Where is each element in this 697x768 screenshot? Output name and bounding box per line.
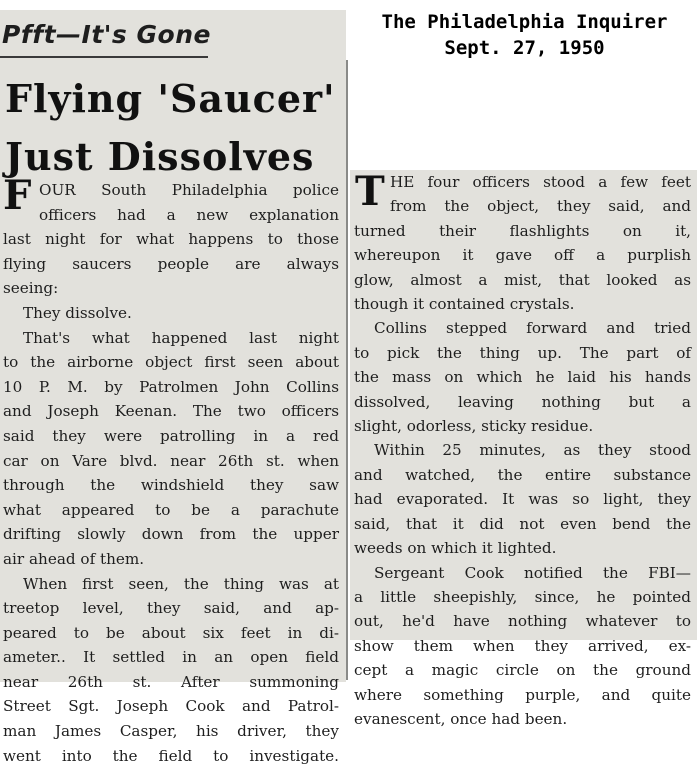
text-line: That's what happened last night [23, 328, 339, 347]
text-line: ameter.. It settled in an open field [3, 648, 339, 667]
text-line: weeds on which it lighted. [354, 539, 557, 558]
text-line: OUR South Philadelphia police [39, 181, 339, 199]
headline-line-2: Just Dissolves [5, 134, 315, 179]
text-line: flying saucers people are always [3, 254, 339, 273]
text-line: dissolved, leaving nothing but a [354, 392, 691, 411]
text-line: man James Casper, his driver, they [3, 722, 339, 741]
left-drop-cap: F [3, 172, 32, 219]
text-line: last night for what happens to those [3, 230, 339, 249]
text-line: 10 P. M. by Patrolmen John Collins [3, 377, 339, 396]
text-line: a little sheepishly, since, he pointed [354, 587, 691, 606]
text-line: the mass on which he laid his hands [354, 368, 691, 387]
text-line: Within 25 minutes, as they stood [374, 441, 691, 460]
caption-source: The Philadelphia Inquirer [381, 11, 668, 33]
text-line: where something purple, and quite [354, 685, 691, 704]
text-line: show them when they arrived, ex- [354, 636, 691, 655]
text-line: drifting slowly down from the upper [3, 525, 339, 544]
text-line: car on Vare blvd. near 26th st. when [3, 451, 339, 470]
text-line: and watched, the entire substance [354, 465, 691, 484]
text-line: and Joseph Keenan. The two officers [3, 402, 339, 421]
text-line: Sergeant Cook notified the FBI— [374, 563, 691, 582]
text-line: whereupon it gave off a purplish [354, 246, 691, 265]
text-line: what appeared to be a parachute [3, 500, 339, 519]
text-line: though it contained crystals. [354, 295, 575, 314]
text-line: near 26th st. After summoning [3, 672, 339, 691]
column-divider [346, 60, 348, 680]
text-line: seeing: [3, 279, 59, 298]
text-line: glow, almost a mist, that looked as [354, 270, 691, 289]
text-line: air ahead of them. [3, 549, 145, 568]
text-line: through the windshield they saw [3, 476, 339, 495]
headline-line-1: Flying 'Saucer' [5, 76, 336, 121]
caption-date: Sept. 27, 1950 [444, 37, 605, 59]
text-line: treetop level, they said, and ap- [3, 599, 339, 618]
text-line: Collins stepped forward and tried [374, 319, 691, 338]
article-right-clipping [350, 170, 697, 728]
right-drop-cap: T [355, 168, 385, 215]
text-line: went into the field to investigate. [3, 746, 339, 765]
text-line: HE four officers stood a few feet [390, 173, 691, 191]
text-line: said, that it did not even bend the [354, 514, 691, 533]
text-line: evanescent, once had been. [354, 709, 568, 728]
text-line: to pick the thing up. The part of [354, 343, 691, 362]
article-kicker: Pfft—It's Gone [2, 20, 211, 49]
text-line: slight, odorless, sticky residue. [354, 417, 594, 436]
text-line: They dissolve. [23, 303, 132, 322]
text-line: When first seen, the thing was at [23, 574, 339, 593]
text-line: had evaporated. It was so light, they [354, 490, 691, 509]
text-line: to the airborne object first seen about [3, 353, 339, 372]
right-column-text [354, 170, 691, 731]
text-line: cept a magic circle on the ground [354, 661, 691, 680]
left-column-text [3, 172, 339, 768]
text-line: said they were patrolling in a red [3, 426, 339, 445]
text-line: peared to be about six feet in di- [3, 623, 339, 642]
text-line: turned their flashlights on it, [354, 221, 691, 240]
text-line: from the object, they said, and [390, 197, 691, 216]
kicker-rule [0, 56, 208, 58]
text-line: Street Sgt. Joseph Cook and Patrol- [3, 697, 339, 716]
text-line: officers had a new explanation [39, 205, 339, 224]
article-left-clipping [0, 10, 346, 765]
text-line: out, he'd have nothing whatever to [354, 612, 691, 631]
